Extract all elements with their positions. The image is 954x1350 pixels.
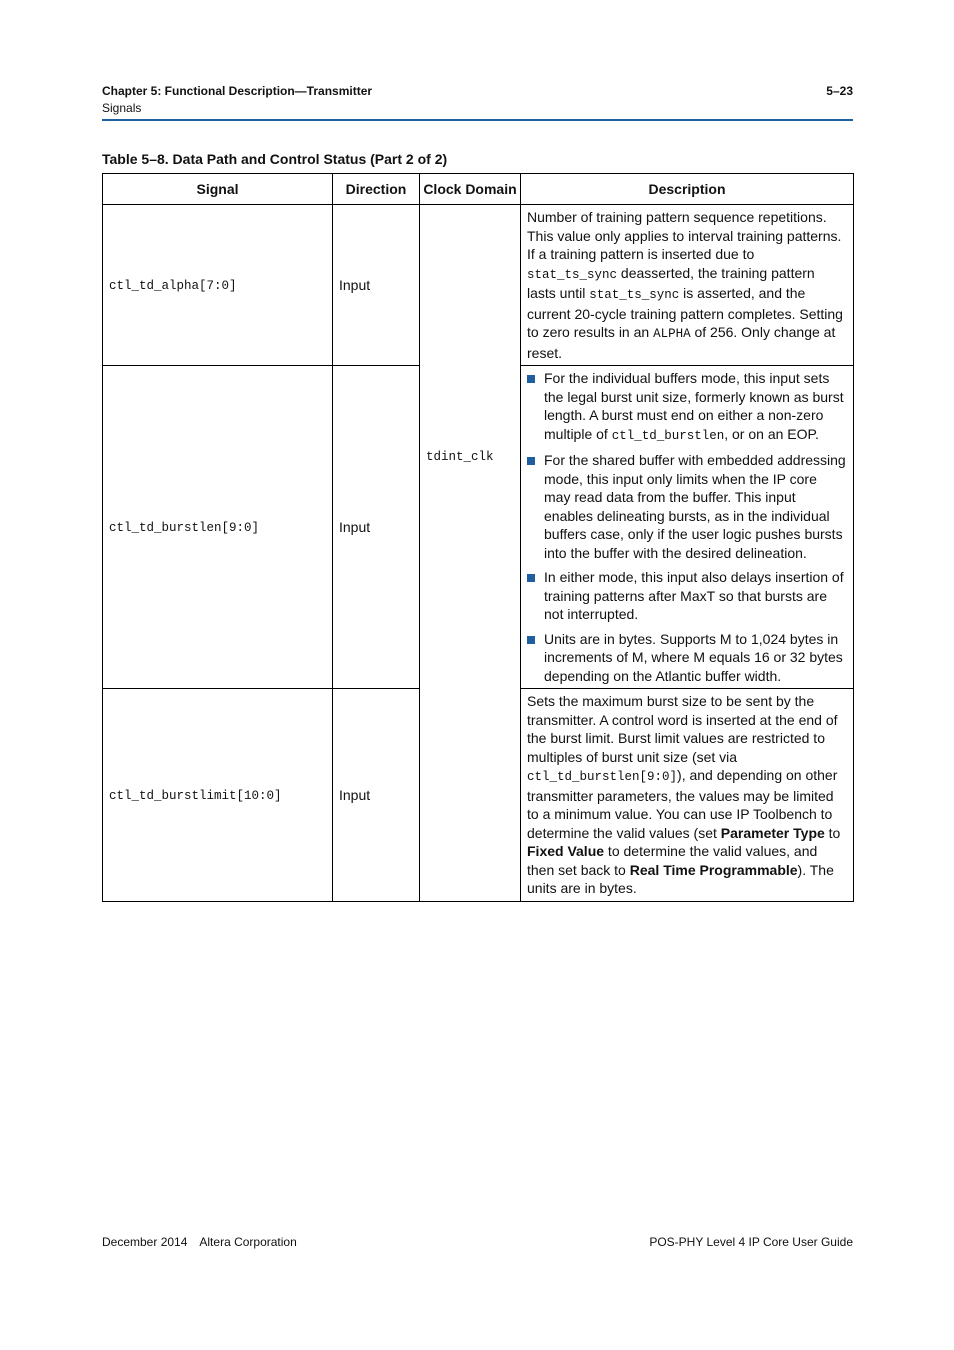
signals-table <box>102 173 854 902</box>
table-row <box>103 366 854 689</box>
column-header-direction: Direction <box>333 174 420 205</box>
page-header <box>102 84 853 115</box>
header-rule <box>102 119 853 121</box>
signal-name: ctl_td_alpha[7:0] <box>109 278 237 293</box>
clock-domain-cell <box>420 689 521 902</box>
chapter-title: Chapter 5: Functional Description—Transmitter <box>102 84 373 98</box>
desc-text: is asserted, and the current 20-cycle training pattern completes. Setting to zero results in an <box>527 285 843 340</box>
direction-cell: Input <box>333 689 420 902</box>
table-header-row <box>103 174 854 205</box>
table-caption: Table 5–8. Data Path and Control Status (Part 2 of 2) <box>102 151 448 167</box>
desc-bold: Real Time Programmable <box>629 861 798 878</box>
list-item <box>527 568 847 624</box>
desc-text: ). The units are in bytes. <box>527 861 834 896</box>
desc-text: For the shared buffer with embedded addressing mode, this input only limits when the IP core may read data from the buffer. This input enables delineating bursts, as in the individual buffers case, only if the user logic pushes bursts into the buffer with the desired delineation. <box>544 452 846 561</box>
desc-text: For the individual buffers mode, this input sets the legal burst unit size, formerly known as burst length. A burst must end on either a non-zero multiple of <box>544 370 844 442</box>
desc-bold: Parameter Type <box>720 824 825 841</box>
column-header-signal: Signal <box>103 174 333 205</box>
footer-guide-title: POS-PHY Level 4 IP Core User Guide <box>649 1235 853 1249</box>
list-item <box>527 451 847 562</box>
description-cell <box>521 689 854 902</box>
bullet-square-icon <box>527 574 535 582</box>
desc-code: ctl_td_burstlen[9:0] <box>527 770 678 784</box>
direction-cell: Input <box>333 366 420 689</box>
desc-code: stat_ts_sync <box>527 267 618 282</box>
table-row <box>103 689 854 902</box>
signal-name: ctl_td_burstlimit[10:0] <box>109 788 282 803</box>
desc-text: deasserted, the training pattern lasts until <box>527 264 815 301</box>
direction-cell: Input <box>333 205 420 366</box>
signal-cell <box>103 689 333 902</box>
desc-text: Number of training pattern sequence repetitions. This value only applies to interval training patterns. If a training pattern is inserted due to <box>527 209 842 262</box>
desc-text: to <box>824 824 841 841</box>
footer-left <box>102 1235 297 1249</box>
list-item <box>527 369 847 445</box>
bullet-square-icon <box>527 375 535 383</box>
list-item <box>527 630 847 686</box>
bullet-square-icon <box>527 457 535 465</box>
footer-date: December 2014 <box>102 1235 188 1249</box>
desc-text: to determine the valid values, and then set back to <box>527 843 818 878</box>
desc-text: of 256. Only change at reset. <box>527 324 836 361</box>
bullet-list <box>527 369 847 685</box>
desc-code: stat_ts_sync <box>589 288 680 302</box>
clock-domain-cell <box>420 366 521 689</box>
footer-company: Altera Corporation <box>199 1235 297 1249</box>
column-header-description: Description <box>521 174 854 205</box>
page-number: 5–23 <box>826 84 853 98</box>
signal-name: ctl_td_burstlen[9:0] <box>109 520 260 535</box>
desc-code: ctl_td_burstlen <box>611 428 725 443</box>
column-header-clock-domain: Clock Domain <box>420 174 521 205</box>
clock-domain-cell <box>420 205 521 366</box>
description-cell <box>521 366 854 689</box>
clock-domain-name: tdint_clk <box>426 449 494 464</box>
signal-cell <box>103 205 333 366</box>
desc-text: ), and depending on other transmitter parameters, the values may be limited to a minimum value. You can use IP Toolbench to determine the valid values (set <box>527 767 838 841</box>
desc-bold: Fixed Value <box>527 843 605 859</box>
desc-text: Sets the maximum burst size to be sent by the transmitter. A control word is inserted at the end of the burst limit. Burst limit values are restricted to multiples of burst unit size (set via <box>527 693 838 765</box>
desc-code: ALPHA <box>653 327 691 341</box>
desc-text: In either mode, this input also delays insertion of training patterns after MaxT so that bursts are not interrupted. <box>544 569 844 622</box>
desc-text: , or on an EOP. <box>724 425 819 442</box>
table-row <box>103 205 854 366</box>
desc-text: Units are in bytes. Supports M to 1,024 bytes in increments of M, where M equals 16 or 32 bytes depending on the Atlantic buffer width. <box>544 630 843 684</box>
signal-cell <box>103 366 333 689</box>
section-title: Signals <box>102 101 142 115</box>
bullet-square-icon <box>527 636 535 644</box>
description-cell <box>521 205 854 366</box>
